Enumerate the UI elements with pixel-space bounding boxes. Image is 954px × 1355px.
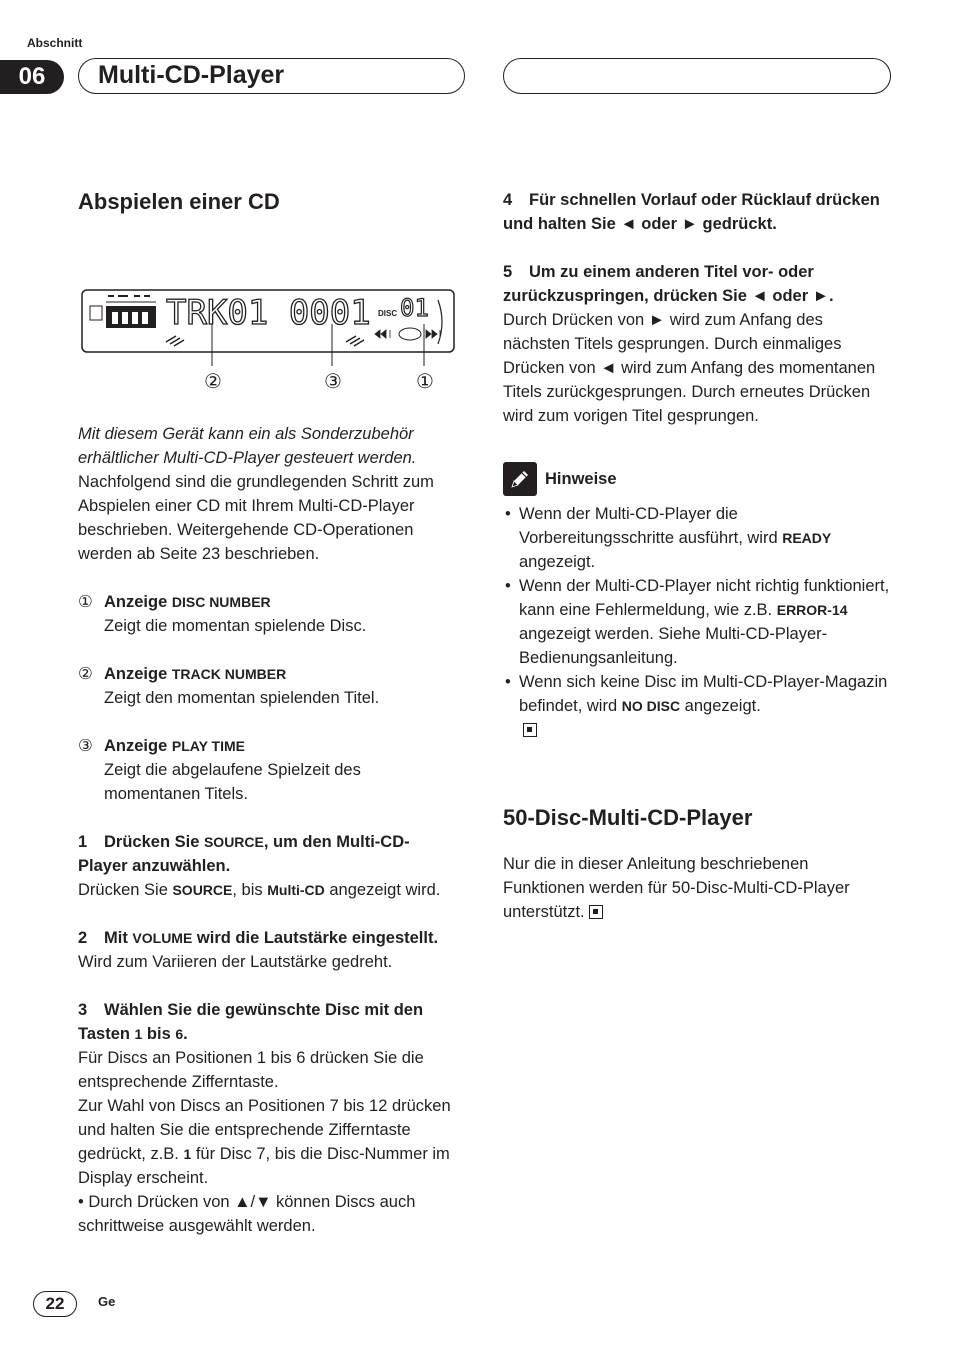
disc50-body: Nur die in dieser Anleitung beschriebenen Funktionen werden für 50-Disc-Multi-CD-Player unterstützt. <box>503 855 850 921</box>
heading-abspielen: Abspielen einer CD <box>78 189 280 214</box>
heading-50-disc: 50-Disc-Multi-CD-Player <box>503 805 753 830</box>
step-3-body-3: • Durch Drücken von ▲/▼ können Discs auch schrittweise ausgewählt werden. <box>78 1193 416 1235</box>
note-item: • Wenn sich keine Disc im Multi-CD-Player-Magazin befindet, wird NO DISC angezeigt. <box>503 670 891 718</box>
end-of-section-icon <box>523 723 537 737</box>
section-title: Multi-CD-Player <box>98 61 285 89</box>
lcd-disc-number: 01 <box>400 294 429 322</box>
step-3 <box>78 998 458 1238</box>
step-1-heading: 1 Drücken Sie SOURCE, um den Multi-CD-Player anzuwählen. <box>78 833 410 875</box>
intro-paragraph <box>78 422 458 566</box>
disc50-section <box>503 804 891 924</box>
intro-text: Nachfolgend sind die grundlegenden Schritt zum Abspielen einer CD mit Ihrem Multi-CD-Player beschrieben. Weitergehende CD-Operationen werden ab Seite 23 beschrieben. <box>78 473 434 563</box>
indicator-disc-number: ① Anzeige DISC NUMBER Zeigt die momentan spielende Disc. <box>78 590 458 638</box>
step-2-heading: 2 Mit VOLUME wird die Lautstärke eingestellt. <box>78 929 439 947</box>
step-5-heading: 5 Um zu einem anderen Titel vor- oder zurückzuspringen, drücken Sie ◄ oder ►. <box>503 263 834 305</box>
lcd-disc-label: DISC <box>378 309 398 318</box>
lcd-display-graphic <box>78 286 456 406</box>
end-of-section-icon <box>589 905 603 919</box>
step-4 <box>503 188 891 236</box>
callout-track: ② <box>204 369 222 393</box>
indicator-description: Zeigt die momentan spielende Disc. <box>104 617 367 635</box>
notes-header <box>503 462 891 496</box>
callout-time: ③ <box>324 369 342 393</box>
pencil-icon <box>503 462 537 496</box>
indicator-track-number: ② Anzeige TRACK NUMBER Zeigt den momentan spielenden Titel. <box>78 662 458 710</box>
step-4-heading: 4 Für schnellen Vorlauf oder Rücklauf drücken und halten Sie ◄ oder ► gedrückt. <box>503 191 880 233</box>
notes-section <box>503 462 891 742</box>
step-5 <box>503 260 891 428</box>
indicator-mark: ① <box>78 593 93 611</box>
right-column <box>503 188 891 924</box>
indicator-mark: ② <box>78 665 93 683</box>
step-2-body: Wird zum Variieren der Lautstärke gedreht. <box>78 953 393 971</box>
step-3-heading: 3 Wählen Sie die gewünschte Disc mit den Tasten 1 bis 6. <box>78 1001 424 1043</box>
indicator-description: Zeigt die abgelaufene Spielzeit des momentanen Titels. <box>104 761 361 803</box>
header-empty-frame <box>503 58 891 94</box>
display-illustration <box>78 216 458 402</box>
step-1 <box>78 830 458 902</box>
left-column <box>78 188 458 1238</box>
notes-list <box>503 502 891 742</box>
note-item: • Wenn der Multi-CD-Player die Vorbereitungsschritte ausführt, wird READY angezeigt. <box>503 502 891 574</box>
page-number: 22 <box>33 1291 77 1317</box>
indicator-description: Zeigt den momentan spielenden Titel. <box>104 689 380 707</box>
section-label: Abschnitt <box>27 36 83 50</box>
step-2 <box>78 926 458 974</box>
lcd-main-text: TRK01 0001 <box>166 293 371 333</box>
section-number-badge: 06 <box>0 60 64 94</box>
indicator-mark: ③ <box>78 737 93 755</box>
intro-italic: Mit diesem Gerät kann ein als Sonderzubehör erhältlicher Multi-CD-Player gesteuert werden. <box>78 425 417 467</box>
step-3-body-1: Für Discs an Positionen 1 bis 6 drücken Sie die entsprechende Zifferntaste. <box>78 1049 424 1091</box>
notes-heading: Hinweise <box>545 470 617 488</box>
step-5-body: Durch Drücken von ► wird zum Anfang des nächsten Titels gesprungen. Durch einmaliges Drücken von ◄ wird zum Anfang des momentanen Titels zurückgesprungen. Durch erneutes Drücken wird zum vorigen Titel gesprungen. <box>503 311 876 425</box>
step-1-body: Drücken Sie SOURCE, bis Multi-CD angezeigt wird. <box>78 881 441 899</box>
indicator-play-time: ③ Anzeige PLAY TIME Zeigt die abgelaufene Spielzeit des momentanen Titels. <box>78 734 458 806</box>
callout-disc: ① <box>416 369 434 393</box>
step-3-body-2: Zur Wahl von Discs an Positionen 7 bis 12 drücken und halten Sie die entsprechende Zifferntaste gedrückt, z.B. 1 für Disc 7, bis die Disc-Nummer im Display erscheint. <box>78 1097 451 1187</box>
note-item: • Wenn der Multi-CD-Player nicht richtig funktioniert, kann eine Fehlermeldung, wie z.B. ERROR-14 angezeigt werden. Siehe Multi-CD-Player-Bedienungsanleitung. <box>503 574 891 670</box>
language-code: Ge <box>98 1294 116 1309</box>
